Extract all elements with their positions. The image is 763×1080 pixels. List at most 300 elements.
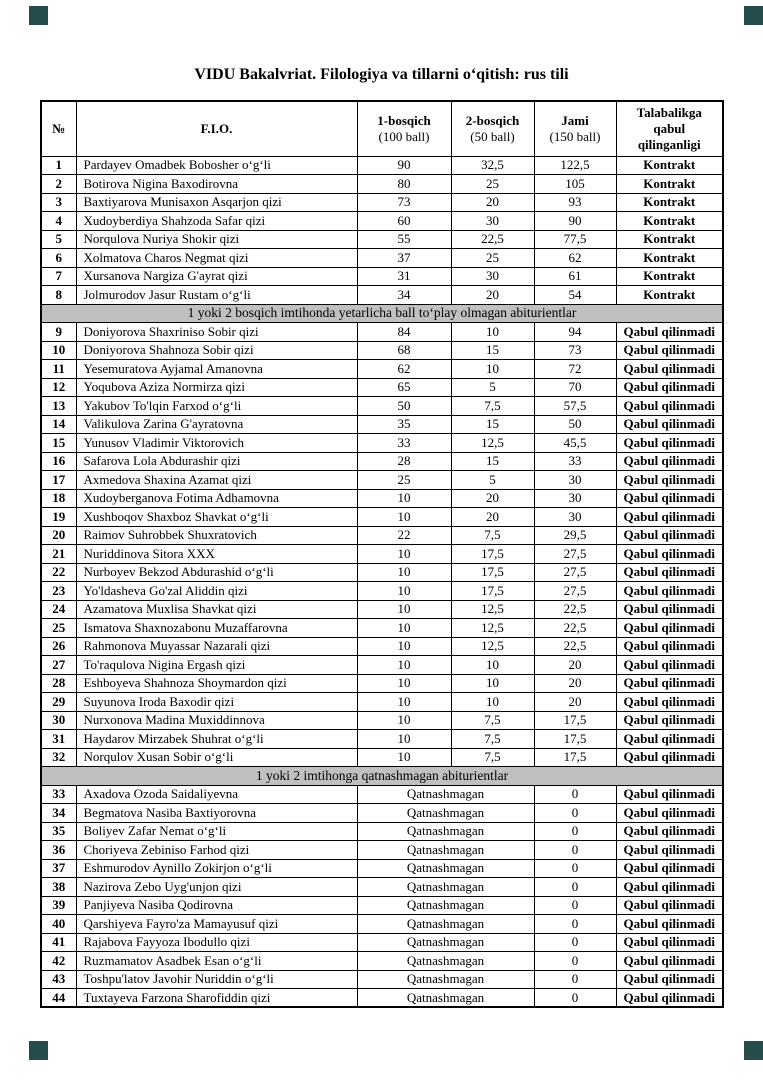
row-stage1-score: 68 [357, 341, 451, 360]
row-fio: Nurxonova Madina Muxiddinnova [76, 711, 357, 730]
row-number: 4 [41, 212, 76, 231]
row-stage1-score: 33 [357, 434, 451, 453]
row-fio: Norqulov Xusan Sobir o‘g‘li [76, 748, 357, 767]
table-row [41, 896, 723, 915]
row-status: Qabul qilinmadi [616, 526, 723, 545]
row-stage2-score: 5 [451, 378, 534, 397]
row-number: 20 [41, 526, 76, 545]
row-fio: Doniyorova Shaxriniso Sobir qizi [76, 323, 357, 342]
row-fio: Haydarov Mirzabek Shuhrat o‘g‘li [76, 730, 357, 749]
row-status: Qabul qilinmadi [616, 397, 723, 416]
table-row [41, 286, 723, 305]
row-number: 1 [41, 156, 76, 175]
table-row [41, 933, 723, 952]
row-status: Qabul qilinmadi [616, 878, 723, 897]
row-number: 23 [41, 582, 76, 601]
row-status: Qabul qilinmadi [616, 489, 723, 508]
row-stage1-score: 10 [357, 545, 451, 564]
row-number: 10 [41, 341, 76, 360]
row-total-score: 94 [534, 323, 616, 342]
col-header-status [616, 101, 723, 156]
table-row [41, 378, 723, 397]
col-header-stage1 [357, 101, 451, 156]
row-absent-cell: Qatnashmagan [357, 896, 534, 915]
row-fio: Axadova Ozoda Saidaliyevna [76, 785, 357, 804]
row-absent-cell: Qatnashmagan [357, 933, 534, 952]
row-fio: Valikulova Zarina G'ayratovna [76, 415, 357, 434]
row-number: 36 [41, 841, 76, 860]
row-number: 18 [41, 489, 76, 508]
row-stage2-score: 30 [451, 212, 534, 231]
col-header-num: № [41, 101, 76, 156]
table-row [41, 249, 723, 268]
col-header-stage1-sub: (100 ball) [378, 128, 430, 144]
row-absent-cell: Qatnashmagan [357, 915, 534, 934]
row-stage2-score: 12,5 [451, 600, 534, 619]
table-row [41, 323, 723, 342]
table-row [41, 970, 723, 989]
row-stage1-score: 55 [357, 230, 451, 249]
row-fio: Doniyorova Shahnoza Sobir qizi [76, 341, 357, 360]
row-stage2-score: 12,5 [451, 619, 534, 638]
corner-marker-top-right [744, 6, 763, 25]
col-header-fio: F.I.O. [76, 101, 357, 156]
row-status: Qabul qilinmadi [616, 323, 723, 342]
row-stage1-score: 10 [357, 730, 451, 749]
row-total-score: 62 [534, 249, 616, 268]
table-row [41, 711, 723, 730]
row-number: 27 [41, 656, 76, 675]
row-status: Kontrakt [616, 286, 723, 305]
row-stage1-score: 10 [357, 748, 451, 767]
row-number: 11 [41, 360, 76, 379]
row-total-score: 77,5 [534, 230, 616, 249]
row-fio: Yakubov To'lqin Farxod o‘g‘li [76, 397, 357, 416]
table-row [41, 582, 723, 601]
row-status: Qabul qilinmadi [616, 822, 723, 841]
row-status: Qabul qilinmadi [616, 804, 723, 823]
row-stage1-score: 34 [357, 286, 451, 305]
row-stage2-score: 15 [451, 452, 534, 471]
row-fio: Suyunova Iroda Baxodir qizi [76, 693, 357, 712]
table-row [41, 841, 723, 860]
row-total-score: 72 [534, 360, 616, 379]
row-status: Kontrakt [616, 193, 723, 212]
row-status: Qabul qilinmadi [616, 748, 723, 767]
row-status: Qabul qilinmadi [616, 637, 723, 656]
row-fio: Nuriddinova Sitora XXX [76, 545, 357, 564]
row-stage2-score: 7,5 [451, 730, 534, 749]
row-fio: Yunusov Vladimir Viktorovich [76, 434, 357, 453]
row-status: Kontrakt [616, 156, 723, 175]
row-stage2-score: 7,5 [451, 711, 534, 730]
row-status: Kontrakt [616, 175, 723, 194]
row-fio: Begmatova Nasiba Baxtiyorovna [76, 804, 357, 823]
row-total-score: 27,5 [534, 545, 616, 564]
row-stage2-score: 20 [451, 489, 534, 508]
table-row [41, 600, 723, 619]
row-total-score: 0 [534, 970, 616, 989]
row-status: Qabul qilinmadi [616, 915, 723, 934]
table-row [41, 545, 723, 564]
row-number: 12 [41, 378, 76, 397]
row-absent-cell: Qatnashmagan [357, 841, 534, 860]
row-stage1-score: 73 [357, 193, 451, 212]
row-stage2-score: 20 [451, 286, 534, 305]
row-status: Qabul qilinmadi [616, 896, 723, 915]
row-total-score: 0 [534, 896, 616, 915]
row-fio: Safarova Lola Abdurashir qizi [76, 452, 357, 471]
row-fio: Yoqubova Aziza Normirza qizi [76, 378, 357, 397]
row-fio: Baxtiyarova Munisaxon Asqarjon qizi [76, 193, 357, 212]
row-stage1-score: 10 [357, 489, 451, 508]
table-row [41, 785, 723, 804]
row-absent-cell: Qatnashmagan [357, 878, 534, 897]
row-number: 30 [41, 711, 76, 730]
row-status: Qabul qilinmadi [616, 841, 723, 860]
table-row [41, 804, 723, 823]
row-status: Qabul qilinmadi [616, 933, 723, 952]
row-total-score: 0 [534, 915, 616, 934]
row-stage2-score: 17,5 [451, 545, 534, 564]
table-row [41, 471, 723, 490]
row-status: Kontrakt [616, 212, 723, 231]
row-fio: Xudoyberdiya Shahzoda Safar qizi [76, 212, 357, 231]
row-number: 5 [41, 230, 76, 249]
row-number: 44 [41, 989, 76, 1008]
row-status: Qabul qilinmadi [616, 563, 723, 582]
row-status: Qabul qilinmadi [616, 693, 723, 712]
row-total-score: 20 [534, 656, 616, 675]
row-status: Qabul qilinmadi [616, 785, 723, 804]
row-number: 37 [41, 859, 76, 878]
row-status: Qabul qilinmadi [616, 341, 723, 360]
row-fio: Toshpu'latov Javohir Nuriddin o‘g‘li [76, 970, 357, 989]
row-stage1-score: 37 [357, 249, 451, 268]
row-total-score: 22,5 [534, 619, 616, 638]
row-total-score: 0 [534, 841, 616, 860]
row-stage1-score: 10 [357, 674, 451, 693]
page-title: VIDU Bakalvriat. Filologiya va tillarni o‘qitish: rus tili [194, 66, 569, 83]
row-absent-cell: Qatnashmagan [357, 785, 534, 804]
table-row [41, 193, 723, 212]
row-fio: Raimov Suhrobbek Shuxratovich [76, 526, 357, 545]
row-stage2-score: 7,5 [451, 748, 534, 767]
table-row [41, 674, 723, 693]
row-status: Qabul qilinmadi [616, 452, 723, 471]
row-fio: To'raqulova Nigina Ergash qizi [76, 656, 357, 675]
row-number: 6 [41, 249, 76, 268]
row-stage2-score: 15 [451, 341, 534, 360]
row-stage2-score: 7,5 [451, 526, 534, 545]
row-stage1-score: 10 [357, 508, 451, 527]
row-fio: Boliyev Zafar Nemat o‘g‘li [76, 822, 357, 841]
row-stage2-score: 30 [451, 267, 534, 286]
corner-marker-bottom-left [29, 1041, 48, 1060]
row-absent-cell: Qatnashmagan [357, 822, 534, 841]
table-row [41, 175, 723, 194]
row-status: Qabul qilinmadi [616, 730, 723, 749]
col-header-total [534, 101, 616, 156]
row-total-score: 105 [534, 175, 616, 194]
row-stage2-score: 10 [451, 323, 534, 342]
row-fio: Rajabova Fayyoza Ibodullo qizi [76, 933, 357, 952]
table-row [41, 952, 723, 971]
results-table [40, 100, 724, 1008]
row-stage2-score: 12,5 [451, 434, 534, 453]
col-header-stage2-sub: (50 ball) [470, 128, 515, 144]
row-absent-cell: Qatnashmagan [357, 804, 534, 823]
row-fio: Yo'ldasheva Go'zal Aliddin qizi [76, 582, 357, 601]
row-status: Qabul qilinmadi [616, 859, 723, 878]
row-number: 16 [41, 452, 76, 471]
row-total-score: 33 [534, 452, 616, 471]
row-number: 42 [41, 952, 76, 971]
row-stage2-score: 17,5 [451, 563, 534, 582]
row-number: 43 [41, 970, 76, 989]
row-fio: Xudoyberganova Fotima Adhamovna [76, 489, 357, 508]
row-fio: Axmedova Shaxina Azamat qizi [76, 471, 357, 490]
row-number: 34 [41, 804, 76, 823]
row-number: 19 [41, 508, 76, 527]
table-row [41, 489, 723, 508]
row-fio: Norqulova Nuriya Shokir qizi [76, 230, 357, 249]
table-row [41, 360, 723, 379]
col-header-stage1-label: 1-bosqich [377, 113, 431, 129]
row-number: 39 [41, 896, 76, 915]
table-row [41, 989, 723, 1008]
row-stage1-score: 28 [357, 452, 451, 471]
row-stage2-score: 17,5 [451, 582, 534, 601]
row-fio: Nazirova Zebo Uyg'unjon qizi [76, 878, 357, 897]
row-total-score: 27,5 [534, 582, 616, 601]
row-stage2-score: 5 [451, 471, 534, 490]
row-total-score: 0 [534, 952, 616, 971]
row-total-score: 57,5 [534, 397, 616, 416]
table-row [41, 748, 723, 767]
row-number: 24 [41, 600, 76, 619]
row-total-score: 22,5 [534, 637, 616, 656]
row-stage2-score: 10 [451, 360, 534, 379]
table-row [41, 730, 723, 749]
row-stage1-score: 10 [357, 619, 451, 638]
row-total-score: 0 [534, 822, 616, 841]
row-total-score: 0 [534, 933, 616, 952]
col-header-stage2-label: 2-bosqich [465, 113, 520, 129]
table-row [41, 822, 723, 841]
section-header-row [41, 767, 723, 786]
row-status: Qabul qilinmadi [616, 674, 723, 693]
corner-marker-top-left [29, 6, 48, 25]
row-status: Qabul qilinmadi [616, 415, 723, 434]
row-total-score: 30 [534, 508, 616, 527]
row-status: Qabul qilinmadi [616, 582, 723, 601]
row-stage2-score: 10 [451, 656, 534, 675]
row-stage1-score: 10 [357, 637, 451, 656]
row-status: Qabul qilinmadi [616, 656, 723, 675]
table-row [41, 267, 723, 286]
row-total-score: 20 [534, 693, 616, 712]
table-row [41, 212, 723, 231]
row-fio: Choriyeva Zebiniso Farhod qizi [76, 841, 357, 860]
row-status: Qabul qilinmadi [616, 378, 723, 397]
row-stage2-score: 15 [451, 415, 534, 434]
row-absent-cell: Qatnashmagan [357, 970, 534, 989]
row-status: Kontrakt [616, 230, 723, 249]
row-number: 35 [41, 822, 76, 841]
table-row [41, 915, 723, 934]
table-row [41, 526, 723, 545]
row-total-score: 122,5 [534, 156, 616, 175]
row-status: Qabul qilinmadi [616, 989, 723, 1008]
row-total-score: 0 [534, 878, 616, 897]
row-status: Qabul qilinmadi [616, 952, 723, 971]
row-total-score: 17,5 [534, 730, 616, 749]
section-header-label: 1 yoki 2 bosqich imtihonda yetarlicha ball to‘play olmagan abiturientlar [41, 304, 723, 323]
section-header-label: 1 yoki 2 imtihonga qatnashmagan abiturientlar [41, 767, 723, 786]
row-fio: Xushboqov Shaxboz Shavkat o‘g‘li [76, 508, 357, 527]
col-header-status-label: Talabalikga qabul qilinganligi [636, 105, 702, 152]
row-status: Kontrakt [616, 249, 723, 268]
row-number: 32 [41, 748, 76, 767]
row-number: 41 [41, 933, 76, 952]
row-fio: Yesemuratova Ayjamal Amanovna [76, 360, 357, 379]
row-number: 31 [41, 730, 76, 749]
row-stage1-score: 35 [357, 415, 451, 434]
row-status: Qabul qilinmadi [616, 508, 723, 527]
table-header-row [41, 101, 723, 156]
row-stage2-score: 25 [451, 175, 534, 194]
table-row [41, 156, 723, 175]
table-row [41, 878, 723, 897]
row-fio: Qarshiyeva Fayro'za Mamayusuf qizi [76, 915, 357, 934]
row-stage1-score: 25 [357, 471, 451, 490]
row-total-score: 61 [534, 267, 616, 286]
row-total-score: 0 [534, 989, 616, 1008]
row-fio: Eshmurodov Aynillo Zokirjon o‘g‘li [76, 859, 357, 878]
row-number: 13 [41, 397, 76, 416]
row-number: 14 [41, 415, 76, 434]
row-stage1-score: 62 [357, 360, 451, 379]
row-stage1-score: 22 [357, 526, 451, 545]
row-status: Kontrakt [616, 267, 723, 286]
row-total-score: 30 [534, 489, 616, 508]
row-stage1-score: 10 [357, 582, 451, 601]
row-number: 15 [41, 434, 76, 453]
row-stage1-score: 10 [357, 563, 451, 582]
row-stage2-score: 10 [451, 693, 534, 712]
row-status: Qabul qilinmadi [616, 970, 723, 989]
row-status: Qabul qilinmadi [616, 471, 723, 490]
row-total-score: 0 [534, 804, 616, 823]
table-row [41, 341, 723, 360]
row-number: 2 [41, 175, 76, 194]
row-total-score: 0 [534, 859, 616, 878]
table-row [41, 230, 723, 249]
row-stage2-score: 32,5 [451, 156, 534, 175]
row-fio: Ruzmamatov Asadbek Esan o‘g‘li [76, 952, 357, 971]
row-number: 29 [41, 693, 76, 712]
row-total-score: 90 [534, 212, 616, 231]
row-total-score: 73 [534, 341, 616, 360]
row-total-score: 30 [534, 471, 616, 490]
row-stage1-score: 10 [357, 693, 451, 712]
table-row [41, 397, 723, 416]
row-stage1-score: 84 [357, 323, 451, 342]
row-number: 22 [41, 563, 76, 582]
row-number: 28 [41, 674, 76, 693]
row-fio: Pardayev Omadbek Bobosher o‘g‘li [76, 156, 357, 175]
table-row [41, 637, 723, 656]
row-status: Qabul qilinmadi [616, 619, 723, 638]
row-fio: Ismatova Shaxnozabonu Muzaffarovna [76, 619, 357, 638]
col-header-total-sub: (150 ball) [549, 128, 601, 144]
row-number: 9 [41, 323, 76, 342]
row-total-score: 50 [534, 415, 616, 434]
table-row [41, 508, 723, 527]
col-header-total-label: Jami [561, 113, 589, 129]
row-stage2-score: 10 [451, 674, 534, 693]
row-stage1-score: 90 [357, 156, 451, 175]
row-fio: Xursanova Nargiza G'ayrat qizi [76, 267, 357, 286]
row-fio: Botirova Nigina Baxodirovna [76, 175, 357, 194]
row-stage1-score: 80 [357, 175, 451, 194]
row-fio: Eshboyeva Shahnoza Shoymardon qizi [76, 674, 357, 693]
row-number: 3 [41, 193, 76, 212]
row-number: 38 [41, 878, 76, 897]
section-header-row [41, 304, 723, 323]
table-row [41, 619, 723, 638]
row-number: 40 [41, 915, 76, 934]
row-total-score: 27,5 [534, 563, 616, 582]
row-number: 21 [41, 545, 76, 564]
table-row [41, 415, 723, 434]
row-number: 26 [41, 637, 76, 656]
row-fio: Nurboyev Bekzod Abdurashid o‘g‘li [76, 563, 357, 582]
row-status: Qabul qilinmadi [616, 545, 723, 564]
row-fio: Jolmurodov Jasur Rustam o‘g‘li [76, 286, 357, 305]
row-fio: Panjiyeva Nasiba Qodirovna [76, 896, 357, 915]
row-stage1-score: 10 [357, 600, 451, 619]
row-total-score: 20 [534, 674, 616, 693]
row-stage1-score: 10 [357, 711, 451, 730]
row-stage1-score: 10 [357, 656, 451, 675]
col-header-stage2 [451, 101, 534, 156]
row-number: 8 [41, 286, 76, 305]
row-fio: Azamatova Muxlisa Shavkat qizi [76, 600, 357, 619]
row-absent-cell: Qatnashmagan [357, 859, 534, 878]
row-stage2-score: 7,5 [451, 397, 534, 416]
row-stage2-score: 12,5 [451, 637, 534, 656]
row-total-score: 93 [534, 193, 616, 212]
row-stage1-score: 31 [357, 267, 451, 286]
row-total-score: 54 [534, 286, 616, 305]
row-fio: Tuxtayeva Farzona Sharofiddin qizi [76, 989, 357, 1008]
table-row [41, 693, 723, 712]
row-stage2-score: 20 [451, 193, 534, 212]
row-number: 17 [41, 471, 76, 490]
row-stage2-score: 22,5 [451, 230, 534, 249]
row-stage2-score: 20 [451, 508, 534, 527]
table-row [41, 859, 723, 878]
row-status: Qabul qilinmadi [616, 360, 723, 379]
row-total-score: 17,5 [534, 748, 616, 767]
row-status: Qabul qilinmadi [616, 600, 723, 619]
row-number: 33 [41, 785, 76, 804]
table-row [41, 656, 723, 675]
row-total-score: 22,5 [534, 600, 616, 619]
corner-marker-bottom-right [744, 1041, 763, 1060]
